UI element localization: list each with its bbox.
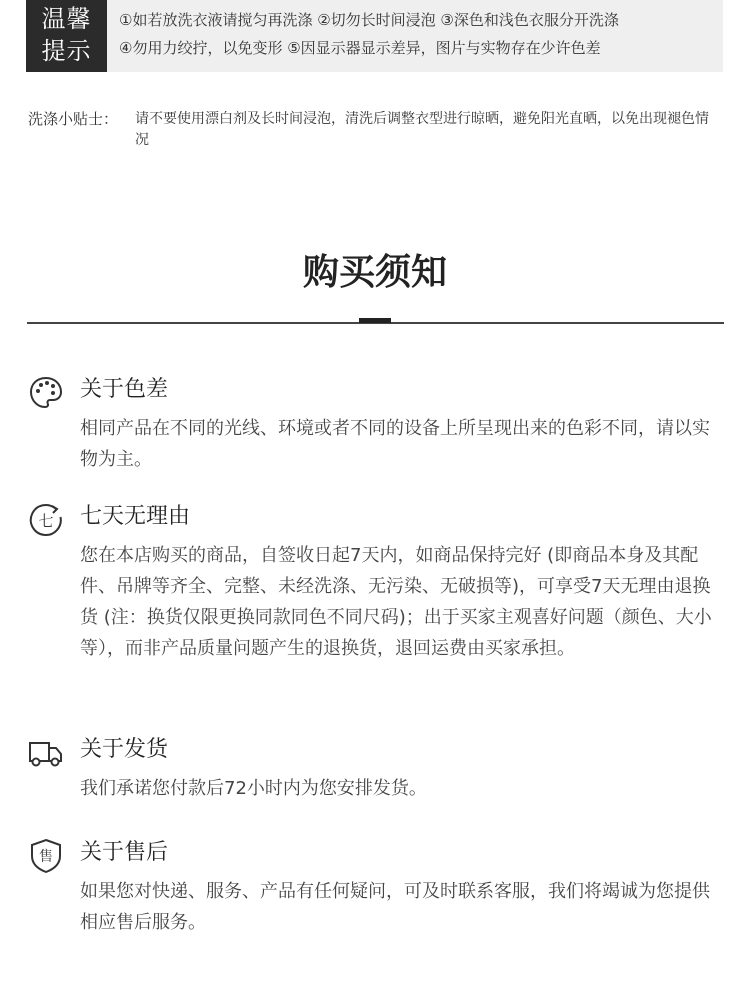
notice-item-body: 如果您对快递、服务、产品有任何疑问，可及时联系客服，我们将竭诚为您提供相应售后服务。 [80, 881, 710, 933]
shield-icon-glyph: 售 [39, 849, 53, 865]
notice-item-title: 关于售后 [80, 840, 169, 865]
section-divider-accent [359, 318, 391, 323]
notice-item-body: 我们承诺您付款后72小时内为您安排发货。 [80, 778, 427, 799]
notice-item-title: 关于发货 [80, 737, 169, 762]
warm-tips-line-1: ①如若放洗衣液请搅匀再洗涤 ②切勿长时间浸泡 ③深色和浅色衣服分开洗涤 [119, 11, 619, 29]
purchase-notice-title: 购买须知 [302, 252, 447, 293]
warm-tips-banner [26, 0, 723, 72]
palette-icon [28, 375, 64, 411]
warm-tips-title [26, 0, 107, 72]
notice-item-title: 关于色差 [80, 377, 169, 402]
notice-item-body: 您在本店购买的商品，自签收日起7天内，如商品保持完好 (即商品本身及其配件、吊牌等齐全、完整、未经洗涤、无污染、无破损等)，可享受7天无理由退换货 (注：换货仅限更换同款同色不同尺码)；出于买家主观喜好问题（颜色、大小等），而非产品质量问题产生的退换货，退回运费由买家承担。 [80, 545, 712, 659]
seven-days-icon [28, 502, 64, 538]
seven-days-icon-glyph: 七 [38, 512, 54, 530]
warm-tips-title-line1: 温馨 [41, 5, 92, 33]
warm-tips-title-line2: 提示 [41, 37, 92, 65]
notice-item-body: 相同产品在不同的光线、环境或者不同的设备上所呈现出来的色彩不同，请以实物为主。 [80, 418, 710, 470]
notice-item-title: 七天无理由 [80, 504, 191, 529]
truck-icon [28, 735, 64, 771]
washing-tip-label: 洗涤小贴士： [28, 110, 119, 128]
shield-icon [28, 838, 64, 874]
warm-tips-line-2: ④勿用力绞拧，以免变形 ⑤因显示器显示差异，图片与实物存在少许色差 [119, 39, 601, 57]
washing-tip-text: 请不要使用漂白剂及长时间浸泡，清洗后调整衣型进行晾晒，避免阳光直晒，以免出现褪色情况 [135, 111, 709, 148]
